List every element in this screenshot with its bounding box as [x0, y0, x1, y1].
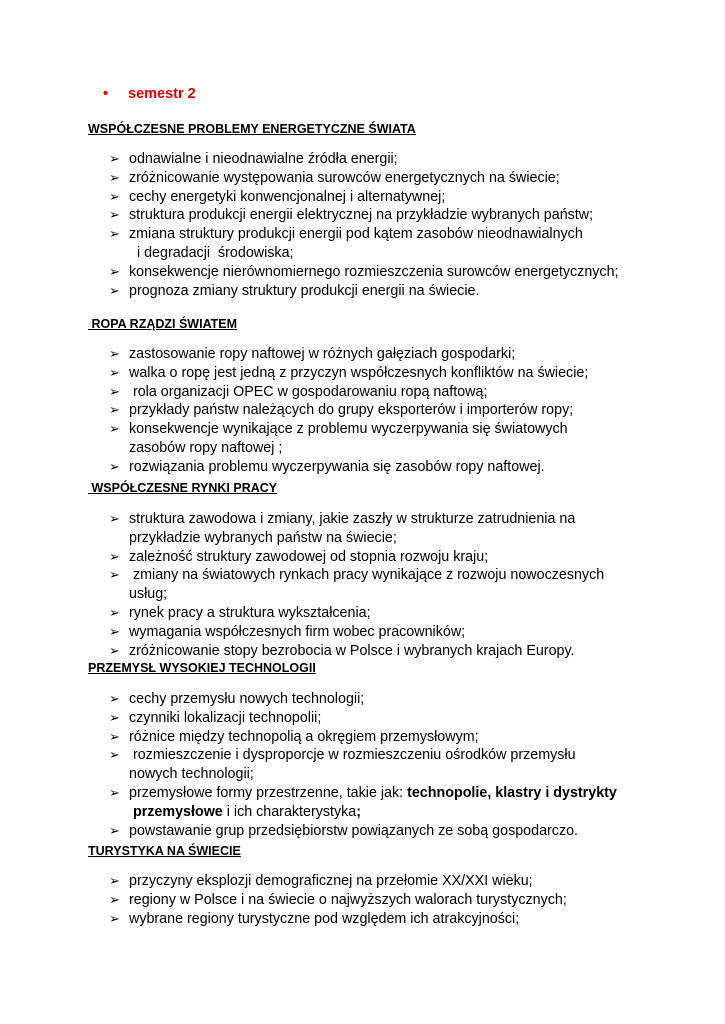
list-item: ➢ zastosowanie ropy naftowej w różnych gałęziach gospodarki; [109, 346, 516, 362]
list-item: ➢ przemysłowe formy przestrzenne, takie jak: technopolie, klastry i dystrykty przemysłowe i ich charakterystyka; [109, 784, 617, 820]
arrow-bullet-icon: ➢ [109, 891, 120, 907]
list-item: ➢ różnice między technopolią a okręgiem przemysłowym; [109, 728, 479, 745]
list-item: ➢ cechy energetyki konwencjonalnej i alternatywnej; [109, 188, 446, 205]
list-item: ➢ rozmieszczenie i dysproporcje w rozmieszczeniu ośrodków przemysłu nowych technologii; [109, 747, 576, 783]
list-item: ➢ rynek pracy a struktura wykształcenia; [109, 604, 371, 621]
section-heading: ROPA RZĄDZI ŚWIATEM [88, 317, 238, 331]
arrow-bullet-icon: ➢ [109, 383, 120, 399]
semester-label: semestr 2 [128, 86, 196, 102]
list-item: ➢ zmiana struktury produkcji energii pod kątem zasobów nieodnawialnych i degradacji środowiska; [109, 226, 583, 261]
arrow-bullet-icon: ➢ [109, 623, 120, 639]
arrow-bullet-icon: ➢ [109, 207, 120, 223]
arrow-bullet-icon: ➢ [109, 784, 120, 800]
bullet-dot: • [103, 86, 109, 102]
arrow-bullet-icon: ➢ [109, 458, 120, 474]
list-item: ➢ prognoza zmiany struktury produkcji energii na świecie. [109, 282, 480, 299]
list-item: ➢ przykłady państw należących do grupy eksporterów i importerów ropy; [109, 402, 574, 419]
list-item: ➢ struktura produkcji energii elektrycznej na przykładzie wybranych państw; [109, 207, 594, 224]
list-item: ➢ rola organizacji OPEC w gospodarowaniu ropą naftową; [109, 383, 488, 400]
arrow-bullet-icon: ➢ [109, 873, 120, 888]
list-item: ➢ regiony w Polsce i na świecie o najwyższych walorach turystycznych; [109, 891, 567, 908]
section-heading: PRZEMYSŁ WYSOKIEJ TECHNOLOGII [88, 661, 316, 675]
section-list [109, 150, 619, 300]
list-item: ➢ przyczyny eksplozji demograficznej na przełomie XX/XXI wieku; [109, 873, 533, 889]
arrow-bullet-icon: ➢ [109, 364, 120, 380]
arrow-bullet-icon: ➢ [109, 728, 120, 744]
section-list [109, 510, 604, 660]
section-list [109, 345, 588, 477]
list-item: ➢ odnawialne i nieodnawialne źródła energii; [109, 151, 398, 167]
list-item: ➢ zależność struktury zawodowej od stopnia rozwoju kraju; [109, 548, 489, 565]
arrow-bullet-icon: ➢ [109, 346, 120, 361]
arrow-bullet-icon: ➢ [109, 226, 120, 242]
list-item: ➢ czynniki lokalizacji technopolii; [109, 709, 322, 726]
list-item: ➢ zróżnicowanie występowania surowców energetycznych na świecie; [109, 169, 560, 186]
arrow-bullet-icon: ➢ [109, 188, 120, 204]
section-list [109, 690, 617, 840]
list-item: ➢ cechy przemysłu nowych technologii; [109, 691, 365, 707]
list-item: ➢ rozwiązania problemu wyczerpywania się zasobów ropy naftowej. [109, 458, 545, 475]
arrow-bullet-icon: ➢ [109, 691, 120, 706]
arrow-bullet-icon: ➢ [109, 421, 120, 437]
section-heading: WSPÓŁCZESNE PROBLEMY ENERGETYCZNE ŚWIATA [88, 122, 416, 136]
arrow-bullet-icon: ➢ [109, 402, 120, 418]
list-item: ➢ wybrane regiony turystyczne pod względem ich atrakcyjności; [109, 910, 520, 927]
arrow-bullet-icon: ➢ [109, 747, 120, 763]
arrow-bullet-icon: ➢ [109, 709, 120, 725]
arrow-bullet-icon: ➢ [109, 151, 120, 166]
arrow-bullet-icon: ➢ [109, 511, 120, 526]
arrow-bullet-icon: ➢ [109, 548, 120, 564]
section-heading: TURYSTYKA NA ŚWIECIE [88, 844, 241, 858]
list-item: ➢ konsekwencje wynikające z problemu wyczerpywania się światowych zasobów ropy naftowej ; [109, 421, 568, 456]
list-item: ➢ zróżnicowanie stopy bezrobocia w Polsce i wybranych krajach Europy. [109, 642, 575, 659]
list-item: ➢ powstawanie grup przedsiębiorstw powiązanych ze sobą gospodarczo. [109, 822, 579, 839]
arrow-bullet-icon: ➢ [109, 567, 120, 583]
list-item: ➢ konsekwencje nierównomiernego rozmieszczenia surowców energetycznych; [109, 263, 619, 280]
arrow-bullet-icon: ➢ [109, 910, 120, 926]
arrow-bullet-icon: ➢ [109, 822, 120, 838]
section-list [109, 872, 567, 928]
list-item: ➢ struktura zawodowa i zmiany, jakie zaszły w strukturze zatrudnienia na przykładzie wybranych państw na świecie; [109, 511, 576, 546]
list-item: ➢ zmiany na światowych rynkach pracy wynikające z rozwoju nowoczesnych usług; [109, 567, 605, 603]
arrow-bullet-icon: ➢ [109, 642, 120, 658]
section-heading: WSPÓŁCZESNE RYNKI PRACY [88, 481, 278, 495]
list-item: ➢ wymagania współczesnych firm wobec pracowników; [109, 623, 466, 640]
arrow-bullet-icon: ➢ [109, 169, 120, 185]
arrow-bullet-icon: ➢ [109, 282, 120, 298]
list-item: ➢ walka o ropę jest jedną z przyczyn współczesnych konfliktów na świecie; [109, 364, 589, 381]
arrow-bullet-icon: ➢ [109, 604, 120, 620]
arrow-bullet-icon: ➢ [109, 263, 120, 279]
